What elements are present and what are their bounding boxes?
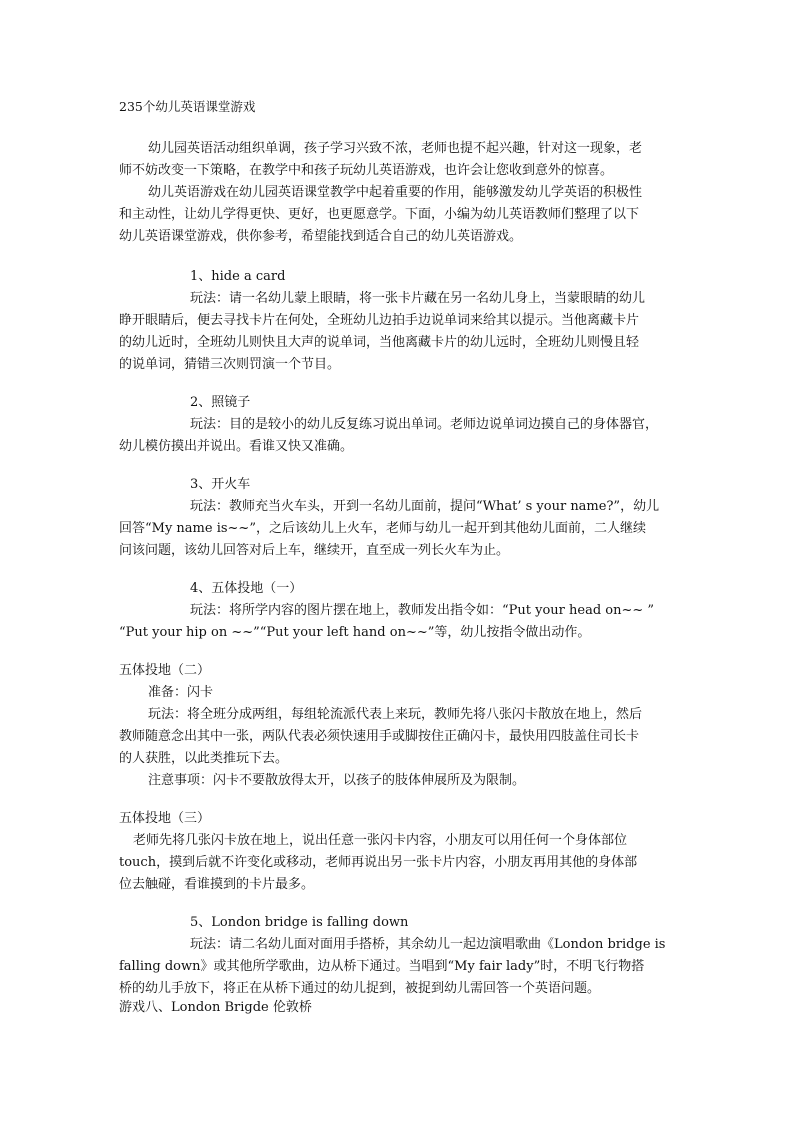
intro-line: 幼儿园英语活动组织单调，孩子学习兴致不浓，老师也提不起兴趣，针对这一现象，老 bbox=[148, 141, 643, 156]
game-text-line: 玩法：将所学内容的图片摆在地上，教师发出指令如：“Put your head on~~ ” bbox=[190, 603, 655, 618]
game-heading: 5、London bridge is falling down bbox=[190, 915, 409, 930]
game-text-line: 玩法：请一名幼儿蒙上眼睛，将一张卡片藏在另一名幼儿身上，当蒙眼睛的幼儿 bbox=[190, 291, 646, 306]
game-heading: 3、开火车 bbox=[190, 477, 251, 492]
game-heading: 2、照镜子 bbox=[190, 395, 251, 410]
game-text-line: “Put your hip on ~~”“Put your left hand on~~”等，幼儿按指令做出动作。 bbox=[119, 625, 591, 640]
game-text-line: 玩法：将全班分成两组，每组轮流派代表上来玩，教师先将八张闪卡散放在地上，然后 bbox=[148, 707, 643, 722]
game-text-line: 幼儿模仿摸出并说出。看谁又快又准确。 bbox=[119, 439, 354, 454]
game-heading: 五体投地（三） bbox=[119, 811, 211, 826]
game-heading: 五体投地（二） bbox=[119, 663, 211, 678]
game-text-line: 玩法：目的是较小的幼儿反复练习说出单词。老师边说单词边摸自己的身体器官， bbox=[190, 417, 659, 432]
game-text-line: 桥的幼儿手放下，将正在从桥下通过的幼儿捉到，被捉到幼儿需回答一个英语问题。 bbox=[119, 981, 601, 996]
section-footer-heading: 游戏八、London Brigde 伦敦桥 bbox=[119, 1000, 312, 1015]
document-title: 235个幼儿英语课堂游戏 bbox=[119, 99, 256, 114]
game-heading: 1、hide a card bbox=[190, 269, 286, 284]
game-text-line: 睁开眼睛后，便去寻找卡片在何处，全班幼儿边拍手边说单词来给其以提示。当他离藏卡片 bbox=[119, 313, 640, 328]
game-text-line: 位去触碰，看谁摸到的卡片最多。 bbox=[119, 877, 315, 892]
game-text-line: 玩法：教师充当火车头，开到一名幼儿面前，提问“What’ s your name?”，幼儿 bbox=[190, 499, 660, 514]
game-text-line: 教师随意念出其中一张，两队代表必须快速用手或脚按住正确闪卡，最快用四肢盖住司长卡 bbox=[119, 729, 640, 744]
intro-line: 师不妨改变一下策略，在教学中和孩子玩幼儿英语游戏，也许会让您收到意外的惊喜。 bbox=[119, 163, 614, 178]
game-text-line: 回答“My name is~~”，之后该幼儿上火车，老师与幼儿一起开到其他幼儿面前，二人继续 bbox=[119, 521, 646, 536]
game-text-line: falling down》或其他所学歌曲，边从桥下通过。当唱到“My fair lady”时，不明飞行物搭 bbox=[119, 959, 645, 974]
game-text-line: touch，摸到后就不许变化或移动，老师再说出另一张卡片内容，小朋友再用其他的身体部 bbox=[119, 855, 638, 870]
intro-line: 幼儿英语课堂游戏，供你参考，希望能找到适合自己的幼儿英语游戏。 bbox=[119, 229, 523, 244]
game-text-line: 问该问题，该幼儿回答对后上车，继续开，直至成一列长火车为止。 bbox=[119, 543, 510, 558]
game-text-line: 玩法：请二名幼儿面对面用手搭桥，其余幼儿一起边演唱歌曲《London bridge is bbox=[190, 937, 666, 952]
game-text-line: 的幼儿近时，全班幼儿则快且大声的说单词，当他离藏卡片的幼儿远时，全班幼儿则慢且轻 bbox=[119, 335, 640, 350]
game-text-line: 老师先将几张闪卡放在地上，说出任意一张闪卡内容，小朋友可以用任何一个身体部位 bbox=[133, 833, 628, 848]
intro-line: 和主动性，让幼儿学得更快、更好，也更愿意学。下面，小编为幼儿英语教师们整理了以下 bbox=[119, 207, 640, 222]
game-text-line: 准备：闪卡 bbox=[148, 685, 214, 700]
game-text-line: 的说单词，猜错三次则罚演一个节目。 bbox=[119, 357, 341, 372]
intro-line: 幼儿英语游戏在幼儿园英语课堂教学中起着重要的作用，能够激发幼儿学英语的积极性 bbox=[148, 185, 643, 200]
game-text-line: 注意事项：闪卡不要散放得太开，以孩子的肢体伸展所及为限制。 bbox=[148, 773, 526, 788]
game-heading: 4、五体投地（一） bbox=[190, 581, 303, 596]
game-text-line: 的人获胜，以此类推玩下去。 bbox=[119, 751, 289, 766]
